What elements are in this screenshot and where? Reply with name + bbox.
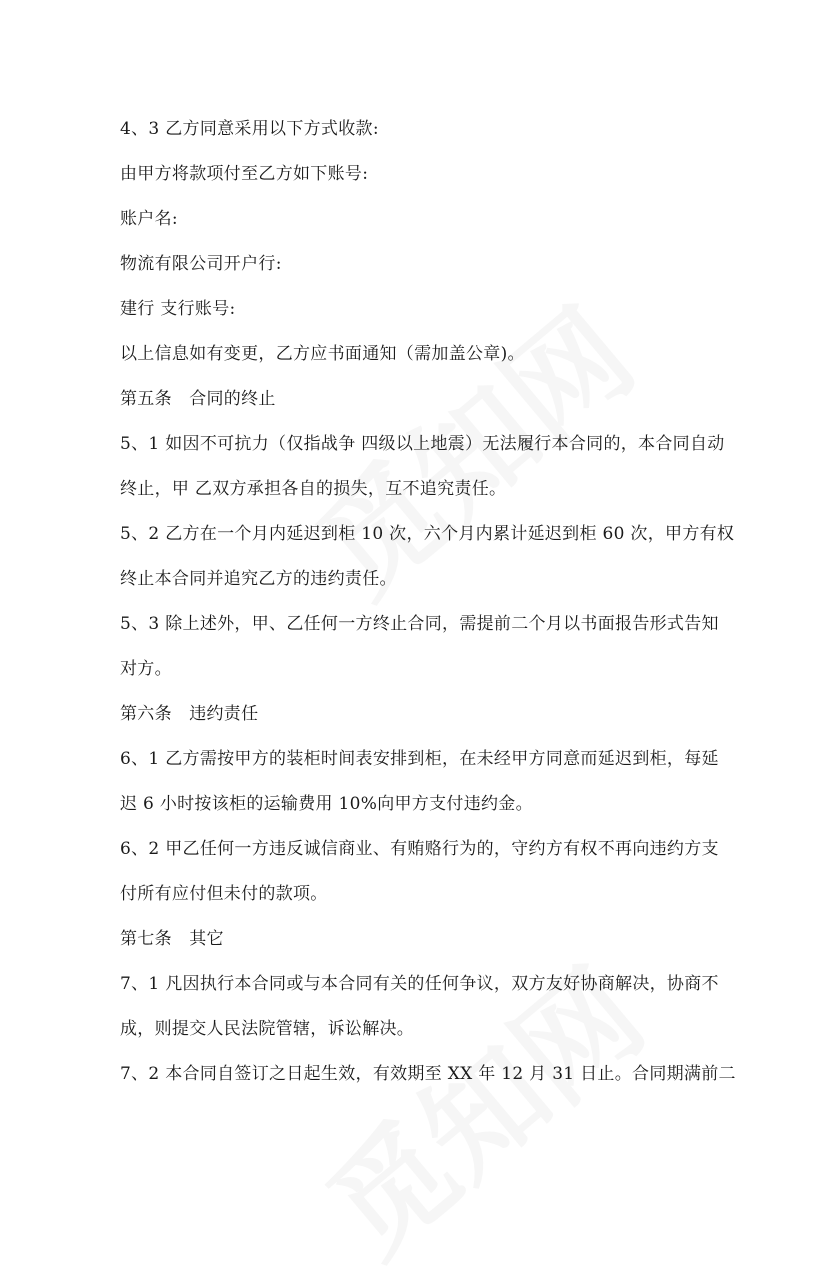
clause-7-2: 7、2 本合同自签订之日起生效，有效期至 XX 年 12 月 31 日止。合同期满前二	[120, 1064, 736, 1084]
section-heading-7: 第七条 其它	[120, 929, 224, 949]
clause-6-2: 6、2 甲乙任何一方违反诚信商业、有贿赂行为的，守约方有权不再向违约方支 付所有应付但未付的款项。	[120, 839, 719, 904]
account-name: 账户名:	[120, 209, 178, 229]
change-notice: 以上信息如有变更，乙方应书面通知（需加盖公章)。	[120, 344, 525, 364]
clause-5-3: 5、3 除上述外，甲、乙任何一方终止合同，需提前二个月以书面报告形式告知 对方。	[120, 614, 719, 679]
clause-4-3: 4、3 乙方同意采用以下方式收款:	[120, 119, 379, 139]
clause-5-2: 5、2 乙方在一个月内延迟到柜 10 次，六个月内累计延迟到柜 60 次，甲方有权 终止本合同并追究乙方的违约责任。	[120, 524, 735, 589]
clause-6-1: 6、1 乙方需按甲方的装柜时间表安排到柜，在未经甲方同意而延迟到柜，每延 迟 6 小时按该柜的运输费用 10%向甲方支付违约金。	[120, 749, 719, 814]
bank-opening: 物流有限公司开户行:	[120, 254, 282, 274]
account-number: 建行 支行账号:	[120, 299, 236, 319]
section-heading-5: 第五条 合同的终止	[120, 389, 276, 409]
document-body	[120, 107, 736, 1097]
clause-7-1: 7、1 凡因执行本合同或与本合同有关的任何争议，双方友好协商解决，协商不 成，则提交人民法院管辖，诉讼解决。	[120, 974, 719, 1039]
section-heading-6: 第六条 违约责任	[120, 704, 259, 724]
clause-5-1: 5、1 如因不可抗力（仅指战争 四级以上地震）无法履行本合同的，本合同自动 终止，甲 乙双方承担各自的损失，互不追究责任。	[120, 434, 725, 499]
payment-instruction: 由甲方将款项付至乙方如下账号:	[120, 164, 369, 184]
